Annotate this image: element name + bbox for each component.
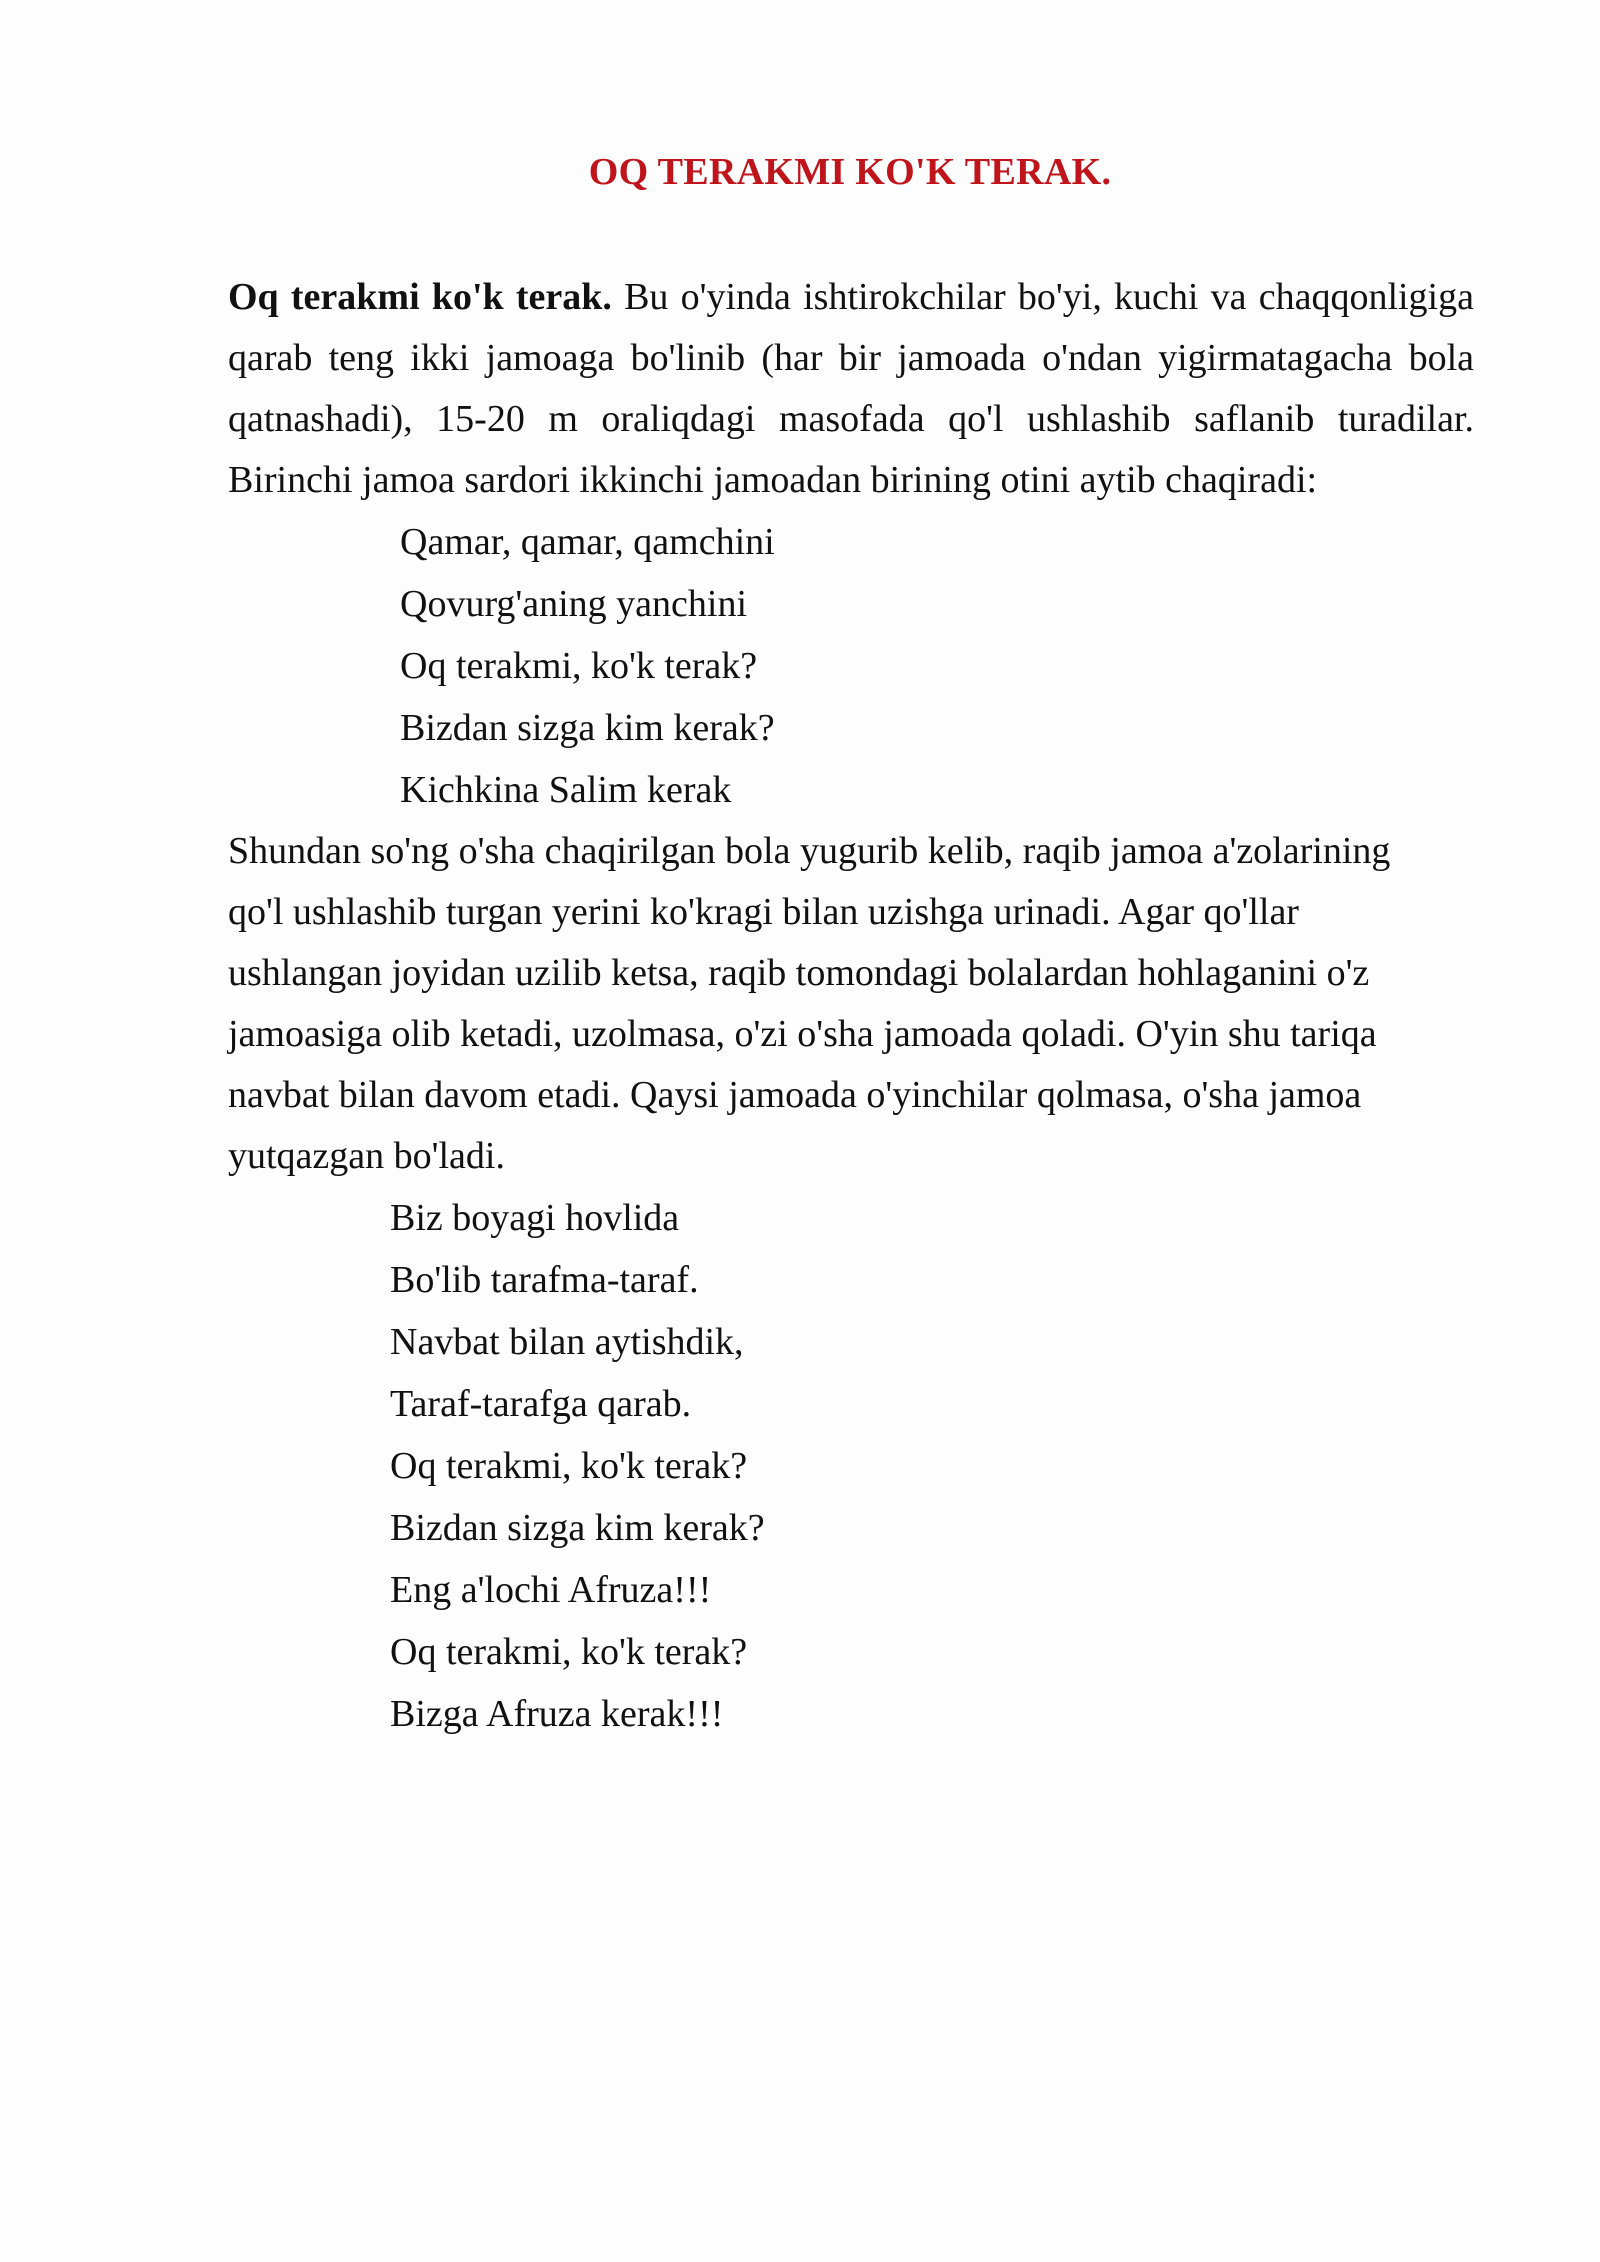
- verse-line: Navbat bilan aytishdik,: [390, 1321, 744, 1363]
- verse-line: Biz boyagi hovlida: [390, 1197, 680, 1239]
- verse-line: Bizga Afruza kerak!!!: [390, 1693, 724, 1735]
- verse-line: Kichkina Salim kerak: [400, 769, 732, 811]
- verse-line: Eng a'lochi Afruza!!!: [390, 1569, 712, 1611]
- verse-line: Qovurg'aning yanchini: [400, 583, 748, 625]
- paragraph-line: ushlangan joyidan uzilib ketsa, raqib tomondagi bolalardan hohlaganini o'z: [228, 952, 1370, 994]
- paragraph-line: yutqazgan bo'ladi.: [228, 1135, 505, 1177]
- document-title: OQ TERAKMI KO'K TERAK.: [588, 151, 1112, 193]
- verse-line: Oq terakmi, ko'k terak?: [390, 1631, 748, 1673]
- document-body: [228, 267, 1474, 1745]
- verse-two: [390, 1187, 1474, 1745]
- verse-line: Taraf-tarafga qarab.: [390, 1383, 692, 1425]
- intro-text: Bu o'yinda ishtirokchilar bo'yi, kuchi va chaqqonligiga qarab teng ikki jamoaga bo'linib (har bir jamoada o'ndan yigirmatagacha bola qatnashadi), 15-20 m oraliqdagi masofada qo'l ushlashib saflanib turadilar. Birinchi jamoa sardori ikkinchi jamoadan birining otini aytib chaqiradi:: [228, 276, 1474, 501]
- second-paragraph: [228, 821, 1474, 1187]
- verse-line: Bizdan sizga kim kerak?: [390, 1507, 765, 1549]
- paragraph-line: Shundan so'ng o'sha chaqirilgan bola yugurib kelib, raqib jamoa a'zolarining: [228, 830, 1391, 872]
- paragraph-line: navbat bilan davom etadi. Qaysi jamoada o'yinchilar qolmasa, o'sha jamoa: [228, 1074, 1362, 1116]
- intro-lead: Oq terakmi ko'k terak.: [228, 276, 612, 318]
- verse-line: Bizdan sizga kim kerak?: [400, 707, 775, 749]
- verse-line: Bo'lib tarafma-taraf.: [390, 1259, 699, 1301]
- paragraph-line: jamoasiga olib ketadi, uzolmasa, o'zi o'sha jamoada qoladi. O'yin shu tariqa: [228, 1013, 1377, 1055]
- verse-line: Oq terakmi, ko'k terak?: [400, 645, 758, 687]
- intro-paragraph: [228, 267, 1474, 511]
- verse-one: [400, 511, 1474, 821]
- verse-line: Qamar, qamar, qamchini: [400, 521, 775, 563]
- verse-line: Oq terakmi, ko'k terak?: [390, 1445, 748, 1487]
- paragraph-line: qo'l ushlashib turgan yerini ko'kragi bilan uzishga urinadi. Agar qo'llar: [228, 891, 1299, 933]
